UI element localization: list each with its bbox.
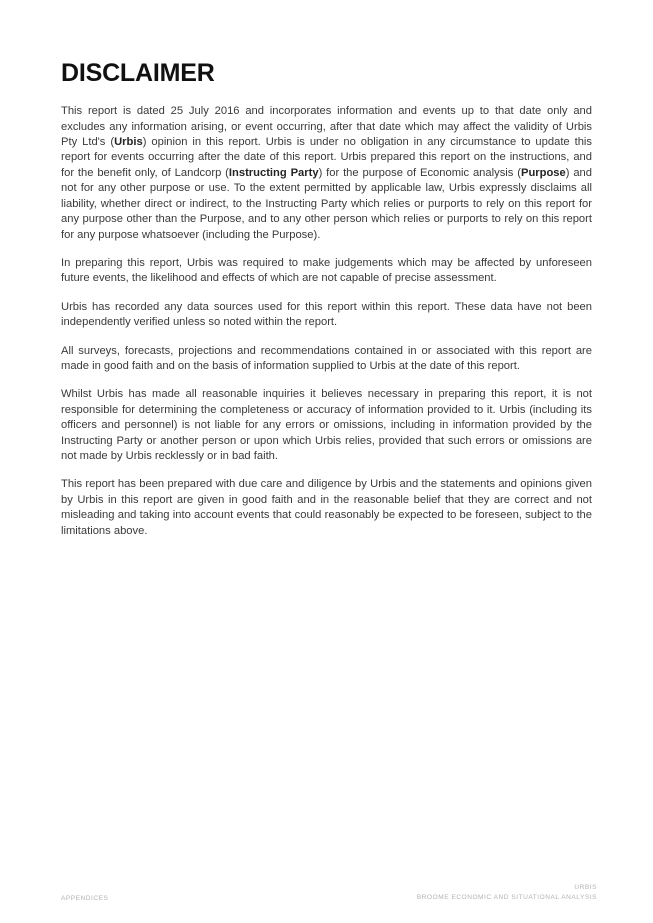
page-footer — [61, 876, 597, 902]
defined-term: Urbis — [114, 136, 143, 149]
footer-report-identity — [417, 883, 597, 902]
paragraph-p2: In preparing this report, Urbis was required to make judgements which may be affected by unforeseen future events, the likelihood and effects of which are not capable of precise assessment. — [61, 256, 592, 285]
disclaimer-body — [61, 104, 592, 539]
paragraph-p3: Urbis has recorded any data sources used for this report within this report. These data have not been independently verified unless so noted within the report. — [61, 300, 592, 329]
footer-section-label: APPENDICES — [61, 895, 109, 902]
defined-term: Purpose — [520, 166, 566, 179]
defined-term: Instructing Party — [228, 166, 319, 179]
footer-company-name: URBIS — [574, 884, 597, 891]
footer-report-title: BROOME ECONOMIC AND SITUATIONAL ANALYSIS — [416, 893, 597, 901]
page-title: DISCLAIMER — [61, 59, 215, 87]
paragraph-p1: This report is dated 25 July 2016 and incorporates information and events up to that date only and excludes any information arising, or event occurring, after that date which may affect the validity of Urbis Pty Ltd's (Urbis) opinion in this report. Urbis is under no obligation in any circumstance to update this report for events occurring after the date of this report. Urbis prepared this report on the instructions, and for the benefit only, of Landcorp (Instructing Party) for the purpose of Economic analysis (Purpose) and not for any other purpose or use. To the extent permitted by applicable law, Urbis expressly disclaims all liability, whether direct or indirect, to the Instructing Party which relies or purports to rely on this report for any purpose other than the Purpose, and to any other person which relies or purports to rely on this report for any purpose whatsoever (including the Purpose). — [61, 105, 593, 241]
page-content — [61, 60, 592, 539]
paragraph-p5: Whilst Urbis has made all reasonable inquiries it believes necessary in preparing this report, it is not responsible for determining the completeness or accuracy of information provided to it. Urbis (including its officers and personnel) is not liable for any errors or omissions, including in information provided by the Instructing Party or another person or upon which Urbis relies, provided that such errors or omissions are not made by Urbis recklessly or in bad faith. — [61, 388, 592, 462]
paragraph-p6: This report has been prepared with due care and diligence by Urbis and the statements and opinions given by Urbis in this report are given in good faith and in the reasonable belief that they are correct and not misleading and taking into account events that could reasonably be expected to be foreseen, subject to the limitations above. — [61, 478, 592, 537]
paragraph-p4: All surveys, forecasts, projections and recommendations contained in or associated with this report are made in good faith and on the basis of information supplied to Urbis at the date of this report. — [61, 344, 592, 372]
